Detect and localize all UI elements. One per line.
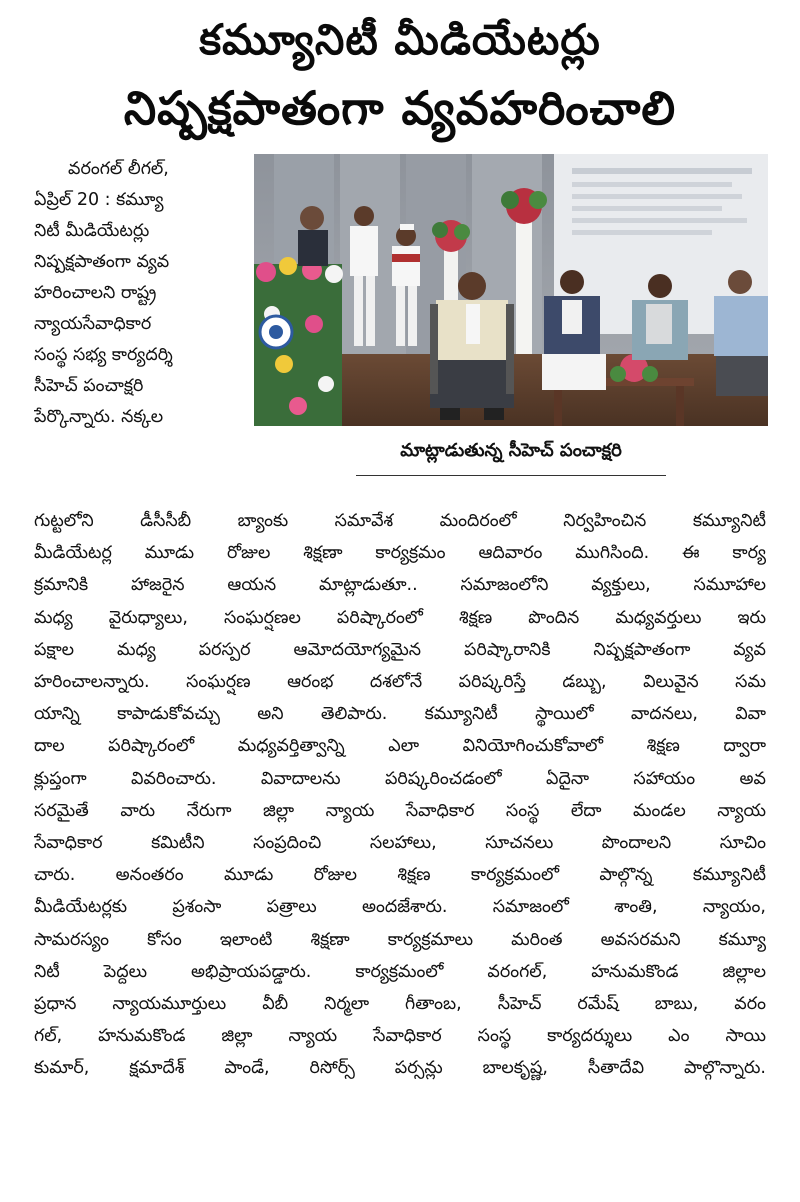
lead-column xyxy=(34,154,226,433)
body-line: క్రమానికి హాజరైన ఆయన మాట్లాడుతూ.. సమాజంలోని వ్యక్తులు, సమూహాల xyxy=(34,575,766,596)
lead-line: నిష్పక్షపాతంగా వ్యవ xyxy=(34,252,170,272)
lead-line: వరంగల్ లీగల్, xyxy=(68,159,169,179)
headline-line-2: నిష్పక్షపాతంగా వ్యవహరించాలి xyxy=(123,81,677,135)
lead-line: న్యాయసేవాధికార xyxy=(34,314,152,334)
event-photo-illustration xyxy=(254,154,768,426)
body-line: గుట్టలోని డీసీసీబీ బ్యాంకు సమావేశ మందిరంలో నిర్వహించిన కమ్యూనిటీ xyxy=(34,511,766,531)
lead-line: సంస్థ సభ్య కార్యదర్శి xyxy=(34,345,173,365)
body-line: నిటీ పెద్దలు అభిప్రాయపడ్డారు. కార్యక్రమంలో వరంగల్, హనుమకొండ జిల్లాల xyxy=(34,961,766,982)
lead-line: హరించాలని రాష్ట్ర xyxy=(34,283,157,303)
body-line: ప్రధాన న్యాయమూర్తులు వీబీ నిర్మలా గీతాంబ, సీహెచ్ రమేష్ బాబు, వరం xyxy=(34,994,766,1015)
news-photo-box xyxy=(254,154,768,494)
body-line: మధ్య వైరుధ్యాలు, సంఘర్షణల పరిష్కారంలో శిక్షణ పొందిన మధ్యవర్తులు ఇరు xyxy=(34,607,766,628)
news-photo xyxy=(254,154,768,426)
body-line: హరించాలన్నారు. సంఘర్షణ ఆరంభ దశలోనే పరిష్కరిస్తే డబ్బు, విలువైన సమ xyxy=(34,672,766,693)
lead-line: సీహెచ్ పంచాక్షరి xyxy=(34,376,144,396)
article-body xyxy=(34,505,766,1085)
body-line: మీడియేటర్ల మూడు రోజుల శిక్షణా కార్యక్రమం ఆదివారం ముగిసింది. ఈ కార్య xyxy=(34,543,766,564)
upper-section xyxy=(34,154,766,499)
body-line: సరమైతే వారు నేరుగా జిల్లా న్యాయ సేవాధికార సంస్థ లేదా మండల న్యాయ xyxy=(34,800,766,821)
body-line: గల్, హనుమకొండ జిల్లా న్యాయ సేవాధికార సంస్థ కార్యదర్శులు ఎం సాయి xyxy=(34,1026,766,1047)
body-line: చారు. అనంతరం మూడు రోజుల శిక్షణ కార్యక్రమంలో పాల్గొన్న కమ్యూనిటీ xyxy=(34,865,766,886)
headline-line-1: కమ్యూనిటీ మీడియేటర్లు xyxy=(199,15,601,64)
lead-line: నిటీ మీడియేటర్లు xyxy=(34,221,150,241)
body-line: మీడియేటర్లకు ప్రశంసా పత్రాలు అందజేశారు. సమాజంలో శాంతి, న్యాయం, xyxy=(34,897,766,918)
lead-line: ఏప్రిల్ 20 : కమ్యూ xyxy=(34,190,164,210)
body-line: సేవాధికార కమిటీని సంప్రదించి సలహాలు, సూచనలు పొందాలని సూచిం xyxy=(34,833,766,854)
body-line: దాల పరిష్కారంలో మధ్యవర్తిత్వాన్ని ఎలా వినియోగించుకోవాలో శిక్షణ ద్వారా xyxy=(34,736,766,757)
body-line: పక్షాల మధ్య పరస్పర ఆమోదయోగ్యమైన పరిష్కారానికి నిష్పక్షపాతంగా వ్యవ xyxy=(34,639,766,660)
body-line: సామరస్యం కోసం ఇలాంటి శిక్షణా కార్యక్రమాలు మరింత అవసరమని కమ్యూ xyxy=(34,929,766,950)
photo-caption: మాట్లాడుతున్న సీహెచ్ పంచాక్షరి xyxy=(356,426,666,476)
body-line: క్లుప్తంగా వివరించారు. వివాదాలను పరిష్కరించడంలో ఏదైనా సహాయం అవ xyxy=(34,768,766,789)
headline xyxy=(34,8,766,144)
body-line: కుమార్, క్షమాదేశ్ పాండే, రిసోర్స్ పర్సన్లు బాలకృష్ణ, సీతాదేవి పాల్గొన్నారు. xyxy=(34,1058,766,1079)
lead-line: పేర్కొన్నారు. నక్కల xyxy=(34,407,164,427)
body-line: యాన్ని కాపాడుకోవచ్చు అని తెలిపారు. కమ్యూనిటీ స్థాయిలో వాదనలు, వివా xyxy=(34,704,766,725)
